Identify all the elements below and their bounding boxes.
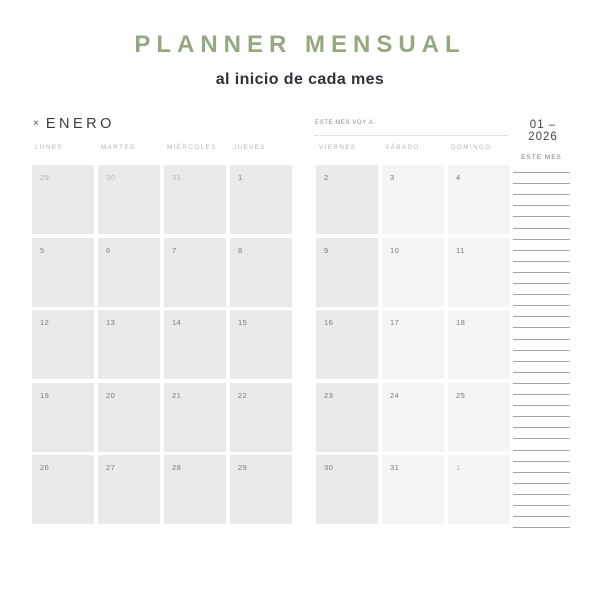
notes-line bbox=[513, 461, 570, 462]
day-number: 22 bbox=[238, 391, 248, 400]
day-number: 25 bbox=[456, 391, 466, 400]
day-number: 29 bbox=[238, 463, 248, 472]
day-cell[interactable] bbox=[316, 165, 378, 234]
notes-line bbox=[513, 228, 570, 229]
goal-label: ESTE MES VOY A bbox=[315, 120, 374, 126]
day-cell[interactable] bbox=[98, 455, 160, 524]
notes-line bbox=[513, 505, 570, 506]
page-subtitle: al inicio de cada mes bbox=[215, 71, 385, 88]
page-title: PLANNER MENSUAL bbox=[134, 31, 466, 58]
day-cell[interactable] bbox=[230, 165, 292, 234]
day-cell[interactable] bbox=[448, 238, 510, 307]
notes-line bbox=[513, 350, 570, 351]
notes-line bbox=[513, 427, 570, 428]
notes-line bbox=[513, 372, 570, 373]
day-cell[interactable] bbox=[32, 455, 94, 524]
day-cell[interactable] bbox=[382, 165, 444, 234]
day-number: 12 bbox=[40, 318, 50, 327]
day-cell[interactable] bbox=[164, 310, 226, 379]
notes-line bbox=[513, 183, 570, 184]
close-icon[interactable]: × bbox=[33, 118, 39, 129]
day-number: 31 bbox=[390, 463, 400, 472]
day-cell[interactable] bbox=[98, 238, 160, 307]
notes-line bbox=[513, 516, 570, 517]
day-number: 29 bbox=[40, 173, 50, 182]
notes-line bbox=[513, 283, 570, 284]
day-cell[interactable] bbox=[316, 455, 378, 524]
notes-line bbox=[513, 361, 570, 362]
notes-line bbox=[513, 450, 570, 451]
notes-line bbox=[513, 383, 570, 384]
day-number: 9 bbox=[324, 246, 329, 255]
day-number: 21 bbox=[172, 391, 182, 400]
day-cell[interactable] bbox=[316, 383, 378, 452]
day-cell[interactable] bbox=[98, 165, 160, 234]
notes-panel-title: ESTE MES bbox=[521, 154, 562, 161]
day-cell[interactable] bbox=[32, 238, 94, 307]
notes-line bbox=[513, 294, 570, 295]
month-header bbox=[33, 115, 115, 133]
day-number: 20 bbox=[106, 391, 116, 400]
day-number: 23 bbox=[324, 391, 334, 400]
goal-line-field[interactable] bbox=[315, 119, 507, 136]
day-cell[interactable] bbox=[164, 455, 226, 524]
day-number: 31 bbox=[172, 173, 182, 182]
day-number: 28 bbox=[172, 463, 182, 472]
day-cell[interactable] bbox=[230, 238, 292, 307]
weekday-header: JUEVES bbox=[233, 144, 266, 151]
day-cell[interactable] bbox=[164, 383, 226, 452]
day-cell[interactable] bbox=[32, 165, 94, 234]
day-number: 8 bbox=[238, 246, 243, 255]
day-number: 3 bbox=[390, 173, 395, 182]
day-cell[interactable] bbox=[448, 165, 510, 234]
day-number: 26 bbox=[40, 463, 50, 472]
day-cell[interactable] bbox=[230, 383, 292, 452]
weekday-header: MIÉRCOLES bbox=[167, 144, 217, 151]
day-cell[interactable] bbox=[164, 238, 226, 307]
notes-line bbox=[513, 339, 570, 340]
day-number: 5 bbox=[40, 246, 45, 255]
day-cell[interactable] bbox=[230, 455, 292, 524]
weekday-header: VIERNES bbox=[319, 144, 357, 151]
notes-line bbox=[513, 327, 570, 328]
day-cell[interactable] bbox=[32, 310, 94, 379]
month-label: ENERO bbox=[45, 115, 115, 132]
day-number: 6 bbox=[106, 246, 111, 255]
day-number: 30 bbox=[324, 463, 334, 472]
day-number: 24 bbox=[390, 391, 400, 400]
notes-line bbox=[513, 250, 570, 251]
day-number: 14 bbox=[172, 318, 182, 327]
day-cell[interactable] bbox=[98, 383, 160, 452]
day-cell[interactable] bbox=[382, 383, 444, 452]
day-cell[interactable] bbox=[448, 455, 510, 524]
day-number: 4 bbox=[456, 173, 461, 182]
day-number: 16 bbox=[324, 318, 334, 327]
day-number: 19 bbox=[40, 391, 50, 400]
day-number: 18 bbox=[456, 318, 466, 327]
notes-line bbox=[513, 438, 570, 439]
weekday-header: MARTES bbox=[101, 144, 136, 151]
notes-line bbox=[513, 239, 570, 240]
notes-line bbox=[513, 194, 570, 195]
day-number: 7 bbox=[172, 246, 177, 255]
notes-line bbox=[513, 394, 570, 395]
day-cell[interactable] bbox=[448, 310, 510, 379]
day-number: 2 bbox=[324, 173, 329, 182]
day-cell[interactable] bbox=[230, 310, 292, 379]
day-number: 17 bbox=[390, 318, 400, 327]
weekday-header: LUNES bbox=[35, 144, 63, 151]
notes-line bbox=[513, 494, 570, 495]
day-cell[interactable] bbox=[32, 383, 94, 452]
day-cell[interactable] bbox=[382, 310, 444, 379]
notes-line bbox=[513, 216, 570, 217]
notes-line bbox=[513, 483, 570, 484]
day-number: 13 bbox=[106, 318, 116, 327]
notes-line bbox=[513, 527, 570, 528]
day-number: 27 bbox=[106, 463, 116, 472]
notes-lines-area[interactable] bbox=[513, 166, 570, 530]
notes-line bbox=[513, 205, 570, 206]
day-cell[interactable] bbox=[164, 165, 226, 234]
day-number: 15 bbox=[238, 318, 248, 327]
day-number: 30 bbox=[106, 173, 116, 182]
day-number: 10 bbox=[390, 246, 400, 255]
day-number: 1 bbox=[238, 173, 243, 182]
weekday-header: DOMINGO bbox=[451, 144, 492, 151]
notes-line bbox=[513, 416, 570, 417]
notes-line bbox=[513, 305, 570, 306]
notes-line bbox=[513, 261, 570, 262]
day-number: 1 bbox=[456, 463, 461, 472]
notes-line bbox=[513, 272, 570, 273]
notes-line bbox=[513, 172, 570, 173]
notes-line bbox=[513, 472, 570, 473]
day-cell[interactable] bbox=[382, 238, 444, 307]
weekday-header: SÁBADO bbox=[385, 144, 420, 151]
day-cell[interactable] bbox=[316, 238, 378, 307]
period-label: 01 – 2026 bbox=[528, 119, 558, 143]
day-cell[interactable] bbox=[316, 310, 378, 379]
notes-line bbox=[513, 405, 570, 406]
notes-line bbox=[513, 316, 570, 317]
day-number: 11 bbox=[456, 246, 465, 255]
day-cell[interactable] bbox=[448, 383, 510, 452]
day-cell[interactable] bbox=[98, 310, 160, 379]
day-cell[interactable] bbox=[382, 455, 444, 524]
